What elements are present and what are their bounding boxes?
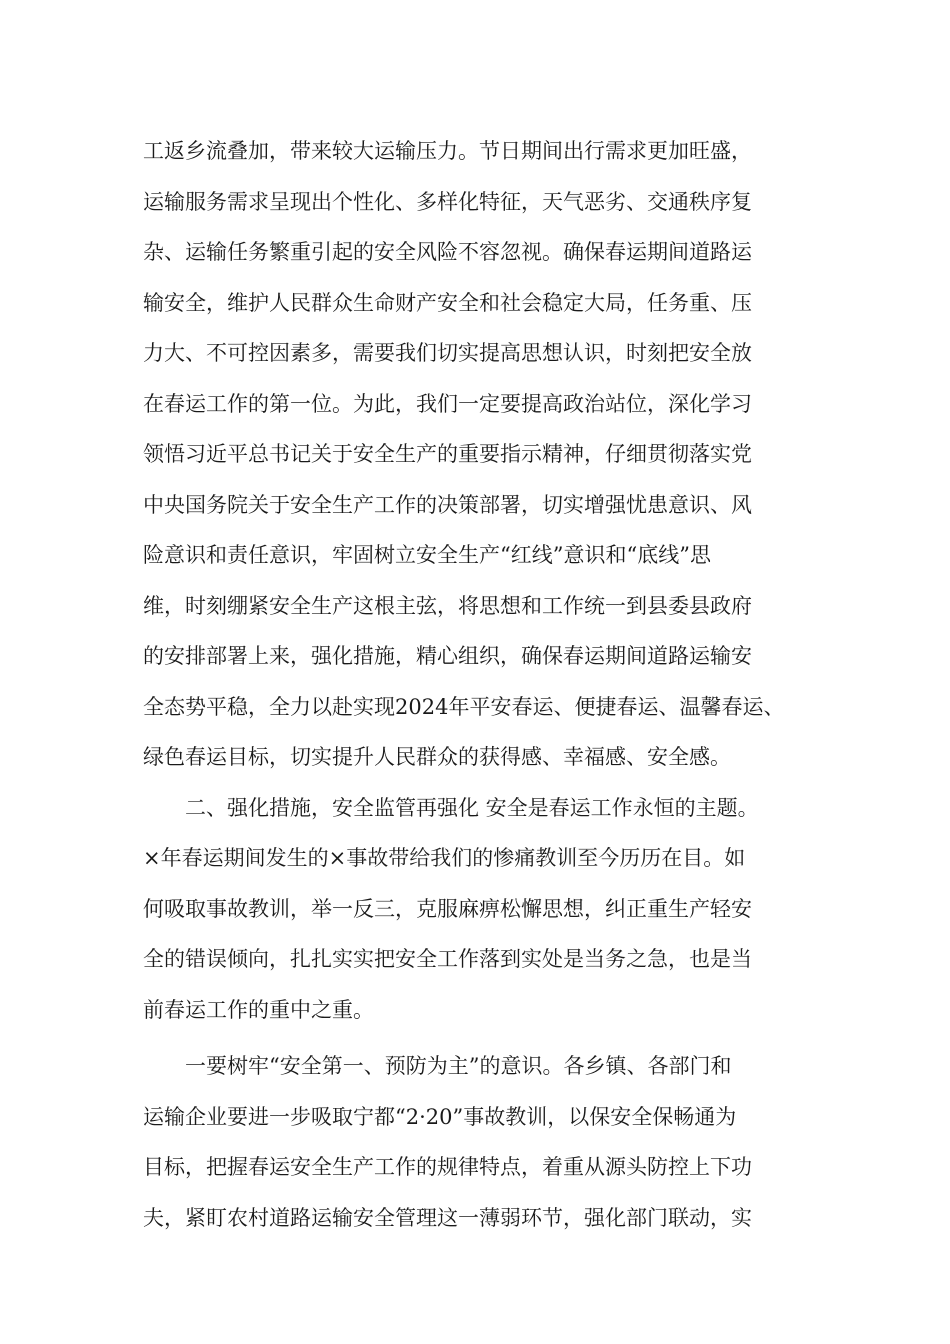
document-body — [143, 126, 833, 1243]
text-line: 杂、运输任务繁重引起的安全风险不容忽视。确保春运期间道路运 — [143, 240, 752, 264]
text-line: ×年春运期间发生的×事故带给我们的惨痛教训至今历历在目。如 — [143, 846, 746, 870]
text-line: 险意识和责任意识，牢固树立安全生产“红线”意识和“底线”思 — [143, 543, 711, 567]
paragraph-1 — [143, 126, 833, 783]
paragraph-3 — [143, 1041, 833, 1243]
text-line: 何吸取事故教训，举一反三，克服麻痹松懈思想，纠正重生产轻安 — [143, 896, 752, 921]
paragraph-2 — [143, 783, 833, 1036]
text-line: 全态势平稳，全力以赴实现2024年平安春运、便捷春运、温馨春运、 — [143, 694, 785, 719]
text-line: 一要树牢“安全第一、预防为主”的意识。各乡镇、各部门和 — [143, 1054, 732, 1078]
text-line: 绿色春运目标，切实提升人民群众的获得感、幸福感、安全感。 — [143, 745, 731, 769]
text-line: 运输服务需求呈现出个性化、多样化特征，天气恶劣、交通秩序复 — [143, 189, 752, 214]
text-line: 力大、不可控因素多，需要我们切实提高思想认识，时刻把安全放 — [143, 341, 752, 365]
text-line: 目标，把握春运安全生产工作的规律特点，着重从源头防控上下功 — [143, 1155, 752, 1179]
text-line: 前春运工作的重中之重。 — [143, 997, 374, 1022]
text-line: 在春运工作的第一位。为此，我们一定要提高政治站位，深化学习 — [143, 391, 752, 416]
text-line: 中央国务院关于安全生产工作的决策部署，切实增强忧患意识、风 — [143, 492, 752, 517]
text-line: 全的错误倾向，扎扎实实把安全工作落到实处是当务之急，也是当 — [143, 947, 752, 971]
text-line: 运输企业要进一步吸取宁都“2·20”事故教训，以保安全保畅通为 — [143, 1104, 737, 1129]
text-line: 领悟习近平总书记关于安全生产的重要指示精神，仔细贯彻落实党 — [143, 442, 752, 466]
text-line: 输安全，维护人民群众生命财产安全和社会稳定大局，任务重、压 — [143, 290, 752, 315]
text-line: 维，时刻绷紧安全生产这根主弦，将思想和工作统一到县委县政府 — [143, 593, 752, 618]
text-line: 的安排部署上来，强化措施，精心组织，确保春运期间道路运输安 — [143, 644, 752, 668]
text-line: 二、强化措施，安全监管再强化 安全是春运工作永恒的主题。 — [143, 795, 759, 820]
text-line: 夫，紧盯农村道路运输安全管理这一薄弱环节，强化部门联动，实 — [143, 1205, 752, 1230]
text-line: 工返乡流叠加，带来较大运输压力。节日期间出行需求更加旺盛， — [143, 139, 752, 163]
